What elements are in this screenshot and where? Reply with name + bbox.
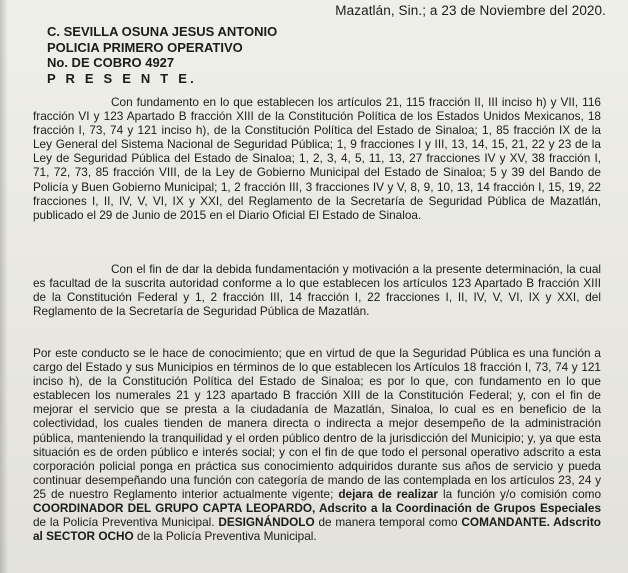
paragraph-text: de la Policía Preventiva Municipal. [137,529,317,544]
paragraph-text: de la Policía Preventiva Municipal. [33,515,215,530]
addressee-position: POLICIA PRIMERO OPERATIVO [47,39,243,55]
bold-text: DESIGNÁNDOLO [218,515,315,530]
addressee-block [47,24,277,86]
addressee-cobro: No. DE COBRO 4927 [47,55,175,70]
bold-text: COMANDANTE. Adscrito al SECTOR OCHO [33,515,602,544]
bold-text: COORDINADOR DEL GRUPO CAPTA LEOPARDO, Adscrito a la Coordinación de Grupos Especiales [33,501,601,516]
bold-text: dejara de realizar [338,486,439,501]
paragraph-text: Por este conducto se le hace de conocimiento; que en virtud de que la Seguridad Pública es una función a cargo del Estado y sus Municipios en términos de lo que establecen los Artículos 18 fracción I, 73, 74 y 121 inciso h), de la Constitución Política del Estado de Sinaloa; es por lo que, con fundamento en lo que establecen los numerales 21 y 123 apartado B fracción XIII de la Constitución Federal; y, con el fin de mejorar el servicio que se presta a la ciudadanía de Mazatlán, Sinaloa, lo cual es en beneficio de la colectividad, los cuales tienden de manera directa o indirecta a mejor desempeño de la administración pública, manteniendo la tranquilidad y el orden público dentro de la jurisdicción del Municipio; y, ya que esta situación es de orden público e interés social; y con el fin de que todo el personal operativo adscrito a esta corporación policial ponga en práctica sus conocimiento adquiridos durante sus años de servicio y pueda continuar desempeñando una función con categoría de mando de las contemplada en los artículos 23, 24 y 25 de nuestro Reglamento interior actualmente vigente; [33,346,601,501]
paragraph-text: Con el fin de dar la debida fundamentación y motivación a la presente determinación, la cual es facultad de la suscrita autoridad conforme a lo que establecen los artículos 123 Apartado B fracción XIII de la Constitución Federal y 1, 2 fracción III, 14 fracción I, 22 fracciones I, II, IV, V, VI, IX y XXI, del Reglamento de la Secretaría de Seguridad Pública de Mazatlán. [33,262,601,319]
paragraph-notification [33,346,601,543]
paragraph-text: de manera temporal como [318,515,458,530]
document-date: Mazatlán, Sin.; a 23 de Noviembre del 2020. [335,3,606,18]
paragraph-legal-basis [33,95,601,222]
paragraph-motivation [33,262,601,318]
addressee-presente: P R E S E N T E. [47,70,197,86]
addressee-name: C. SEVILLA OSUNA JESUS ANTONIO [47,24,278,39]
page-edge-shadow [0,0,8,573]
paragraph-text: la función y/o comisión como [442,486,602,501]
paragraph-text: Con fundamento en lo que establecen los artículos 21, 115 fracción II, III inciso h) y VII, 116 fracción VI y 123 Apartado B fracción XIII de la Constitución Política de los Estados Unidos Mexicanos, 18 fracción I, 73, 74 y 121 inciso h), de la Constitución Política del Estado de Sinaloa; 1, 85 fracción IX de la Ley General del Sistema Nacional de Seguridad Pública; 1, 9 fracciones I y III, 13, 14, 15, 21, 22 y 23 de la Ley de Seguridad Pública del Estado de Sinaloa; 1, 2, 3, 4, 5, 11, 13, 27 fracciones IV y XV, 38 fracción I, 71, 72, 73, 85 fracción VIII, de la Ley de Gobierno Municipal del Estado de Sinaloa; 5 y 39 del Bando de Policía y Buen Gobierno Municipal; 1, 2 fracción III, 3 fracciones IV y V, 8, 9, 10, 13, 14 fracción I, 15, 19, 22 fracciones I, II, IV, V, VI, IX y XXI, del Reglamento de la Secretaría de Seguridad Pública de Mazatlán, publicado el 29 de Junio de 2015 en el Diario Oficial El Estado de Sinaloa. [33,95,601,222]
